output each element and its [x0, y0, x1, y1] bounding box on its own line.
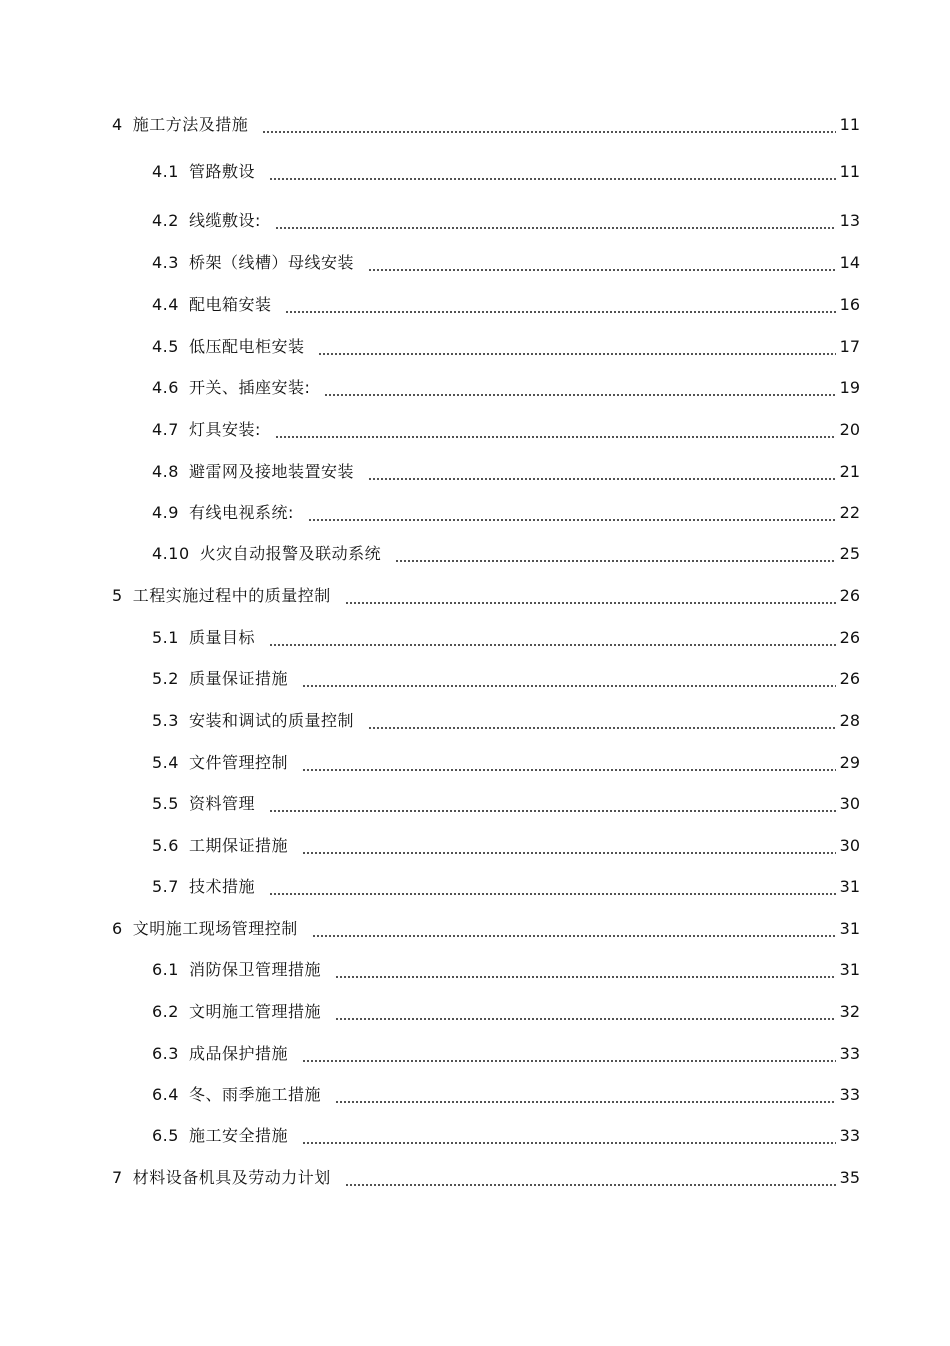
- toc-entry-5-1[interactable]: [152, 626, 860, 650]
- toc-entry-4-1[interactable]: [152, 160, 860, 184]
- toc-entry-page: 26: [839, 628, 860, 647]
- toc-entry-title: 技术措施: [188, 877, 255, 896]
- toc-entry-title: 配电箱安装: [188, 295, 272, 314]
- toc-entry-title: 安装和调试的质量控制: [188, 711, 354, 730]
- toc-entry-title: 材料设备机具及劳动力计划: [132, 1168, 331, 1187]
- toc-entry-6-1[interactable]: [152, 958, 860, 982]
- toc-entry-number: 6.3: [152, 1044, 179, 1063]
- toc-entry-title: 工期保证措施: [188, 836, 288, 855]
- toc-entry-number: 4.8: [152, 462, 179, 481]
- toc-entry-page: 20: [839, 420, 860, 439]
- toc-dot-leader: [302, 684, 836, 691]
- toc-entry-title: 冬、雨季施工措施: [188, 1085, 321, 1104]
- toc-entry-number: 6.1: [152, 960, 179, 979]
- toc-entry-page: 32: [839, 1002, 860, 1021]
- toc-entry-page: 11: [839, 162, 860, 181]
- toc-entry-number: 4.3: [152, 253, 179, 272]
- toc-entry-page: 33: [839, 1126, 860, 1145]
- toc-entry-page: 26: [839, 586, 860, 605]
- toc-entry-number: 4.9: [152, 503, 179, 522]
- toc-dot-leader: [395, 559, 836, 566]
- toc-entry-title: 质量保证措施: [188, 669, 288, 688]
- toc-entry-page: 26: [839, 669, 860, 688]
- toc-entry-title: 线缆敷设:: [188, 211, 261, 230]
- toc-entry-4-6[interactable]: [152, 376, 860, 400]
- toc-entry-number: 4.7: [152, 420, 179, 439]
- toc-dot-leader: [368, 726, 836, 733]
- toc-entry-number: 5.5: [152, 794, 179, 813]
- toc-dot-leader: [308, 518, 836, 525]
- toc-dot-leader: [324, 393, 835, 400]
- toc-dot-leader: [302, 1141, 836, 1148]
- toc-entry-6-5[interactable]: [152, 1124, 860, 1148]
- toc-entry-page: 14: [839, 253, 860, 272]
- toc-entry-title: 文明施工现场管理控制: [132, 919, 298, 938]
- toc-entry-title: 避雷网及接地装置安装: [188, 462, 354, 481]
- toc-entry-title: 桥架（线槽）母线安装: [188, 253, 354, 272]
- toc-entry-page: 21: [839, 462, 860, 481]
- toc-entry-5-4[interactable]: [152, 751, 860, 775]
- toc-entry-title: 施工方法及措施: [132, 115, 249, 134]
- toc-entry-title: 灯具安装:: [188, 420, 261, 439]
- toc-dot-leader: [269, 177, 836, 184]
- toc-dot-leader: [302, 851, 836, 858]
- toc-entry-title: 质量目标: [188, 628, 255, 647]
- toc-entry-page: 16: [839, 295, 860, 314]
- toc-entry-title: 文明施工管理措施: [188, 1002, 321, 1021]
- toc-entry-6-3[interactable]: [152, 1042, 860, 1066]
- toc-entry-title: 低压配电柜安装: [188, 337, 305, 356]
- toc-entry-number: 5.7: [152, 877, 179, 896]
- toc-entry-number: 4.5: [152, 337, 179, 356]
- toc-dot-leader: [345, 601, 836, 608]
- toc-entry-4-9[interactable]: [152, 501, 860, 525]
- toc-entry-6[interactable]: [112, 917, 860, 941]
- toc-entry-title: 有线电视系统:: [188, 503, 294, 522]
- toc-dot-leader: [368, 477, 836, 484]
- toc-dot-leader: [285, 310, 835, 317]
- toc-entry-number: 4.6: [152, 378, 179, 397]
- toc-entry-4-10[interactable]: [152, 542, 860, 566]
- toc-entry-number: 4.4: [152, 295, 179, 314]
- toc-entry-5-6[interactable]: [152, 834, 860, 858]
- toc-entry-4-4[interactable]: [152, 293, 860, 317]
- toc-entry-title: 施工安全措施: [188, 1126, 288, 1145]
- toc-entry-5-5[interactable]: [152, 792, 860, 816]
- toc-dot-leader: [335, 1100, 836, 1107]
- toc-dot-leader: [335, 1017, 836, 1024]
- toc-entry-page: 19: [839, 378, 860, 397]
- toc-entry-5-7[interactable]: [152, 875, 860, 899]
- toc-entry-title: 开关、插座安装:: [188, 378, 311, 397]
- toc-entry-4-3[interactable]: [152, 251, 860, 275]
- toc-dot-leader: [335, 975, 836, 982]
- toc-dot-leader: [302, 1059, 836, 1066]
- toc-entry-number: 6: [112, 919, 123, 938]
- toc-entry-4-5[interactable]: [152, 335, 860, 359]
- toc-entry-number: 5: [112, 586, 123, 605]
- toc-dot-leader: [269, 892, 836, 899]
- toc-entry-4-8[interactable]: [152, 460, 860, 484]
- toc-entry-page: 31: [839, 877, 860, 896]
- toc-entry-page: 31: [839, 960, 860, 979]
- toc-entry-number: 4: [112, 115, 123, 134]
- toc-entry-page: 30: [839, 794, 860, 813]
- toc-entry-number: 5.4: [152, 753, 179, 772]
- toc-entry-number: 7: [112, 1168, 123, 1187]
- toc-entry-number: 5.2: [152, 669, 179, 688]
- toc-entry-number: 5.6: [152, 836, 179, 855]
- toc-entry-4-7[interactable]: [152, 418, 860, 442]
- toc-entry-title: 资料管理: [188, 794, 255, 813]
- toc-dot-leader: [275, 226, 836, 233]
- toc-entry-5-3[interactable]: [152, 709, 860, 733]
- toc-dot-leader: [302, 768, 836, 775]
- toc-entry-page: 17: [839, 337, 860, 356]
- toc-entry-number: 6.4: [152, 1085, 179, 1104]
- toc-entry-title: 管路敷设: [188, 162, 255, 181]
- toc-entry-number: 6.5: [152, 1126, 179, 1145]
- toc-entry-number: 6.2: [152, 1002, 179, 1021]
- toc-entry-number: 5.3: [152, 711, 179, 730]
- toc-entry-page: 22: [839, 503, 860, 522]
- toc-entry-4[interactable]: [112, 113, 860, 137]
- toc-entry-number: 4.2: [152, 211, 179, 230]
- toc-entry-6-2[interactable]: [152, 1000, 860, 1024]
- toc-entry-number: 4.10: [152, 544, 190, 563]
- toc-dot-leader: [345, 1183, 836, 1190]
- toc-entry-title: 工程实施过程中的质量控制: [132, 586, 331, 605]
- toc-dot-leader: [275, 435, 836, 442]
- toc-entry-title: 成品保护措施: [188, 1044, 288, 1063]
- toc-entry-number: 4.1: [152, 162, 179, 181]
- toc-entry-page: 11: [839, 115, 860, 134]
- toc-entry-page: 35: [839, 1168, 860, 1187]
- toc-entry-page: 33: [839, 1085, 860, 1104]
- toc-dot-leader: [269, 809, 836, 816]
- toc-entry-5-2[interactable]: [152, 667, 860, 691]
- toc-dot-leader: [318, 352, 835, 359]
- toc-entry-page: 29: [839, 753, 860, 772]
- toc-entry-page: 33: [839, 1044, 860, 1063]
- toc-entry-7[interactable]: [112, 1166, 860, 1190]
- toc-entry-title: 文件管理控制: [188, 753, 288, 772]
- toc-entry-4-2[interactable]: [152, 209, 860, 233]
- toc-entry-page: 28: [839, 711, 860, 730]
- toc-entry-title: 消防保卫管理措施: [188, 960, 321, 979]
- toc-dot-leader: [312, 934, 836, 941]
- toc-dot-leader: [269, 643, 836, 650]
- toc-entry-5[interactable]: [112, 584, 860, 608]
- toc-entry-number: 5.1: [152, 628, 179, 647]
- toc-entry-page: 25: [839, 544, 860, 563]
- toc-entry-title: 火灾自动报警及联动系统: [199, 544, 382, 563]
- toc-entry-page: 31: [839, 919, 860, 938]
- toc-entry-6-4[interactable]: [152, 1083, 860, 1107]
- toc-entry-page: 13: [839, 211, 860, 230]
- toc-entry-page: 30: [839, 836, 860, 855]
- toc-dot-leader: [262, 130, 835, 137]
- toc-dot-leader: [368, 268, 836, 275]
